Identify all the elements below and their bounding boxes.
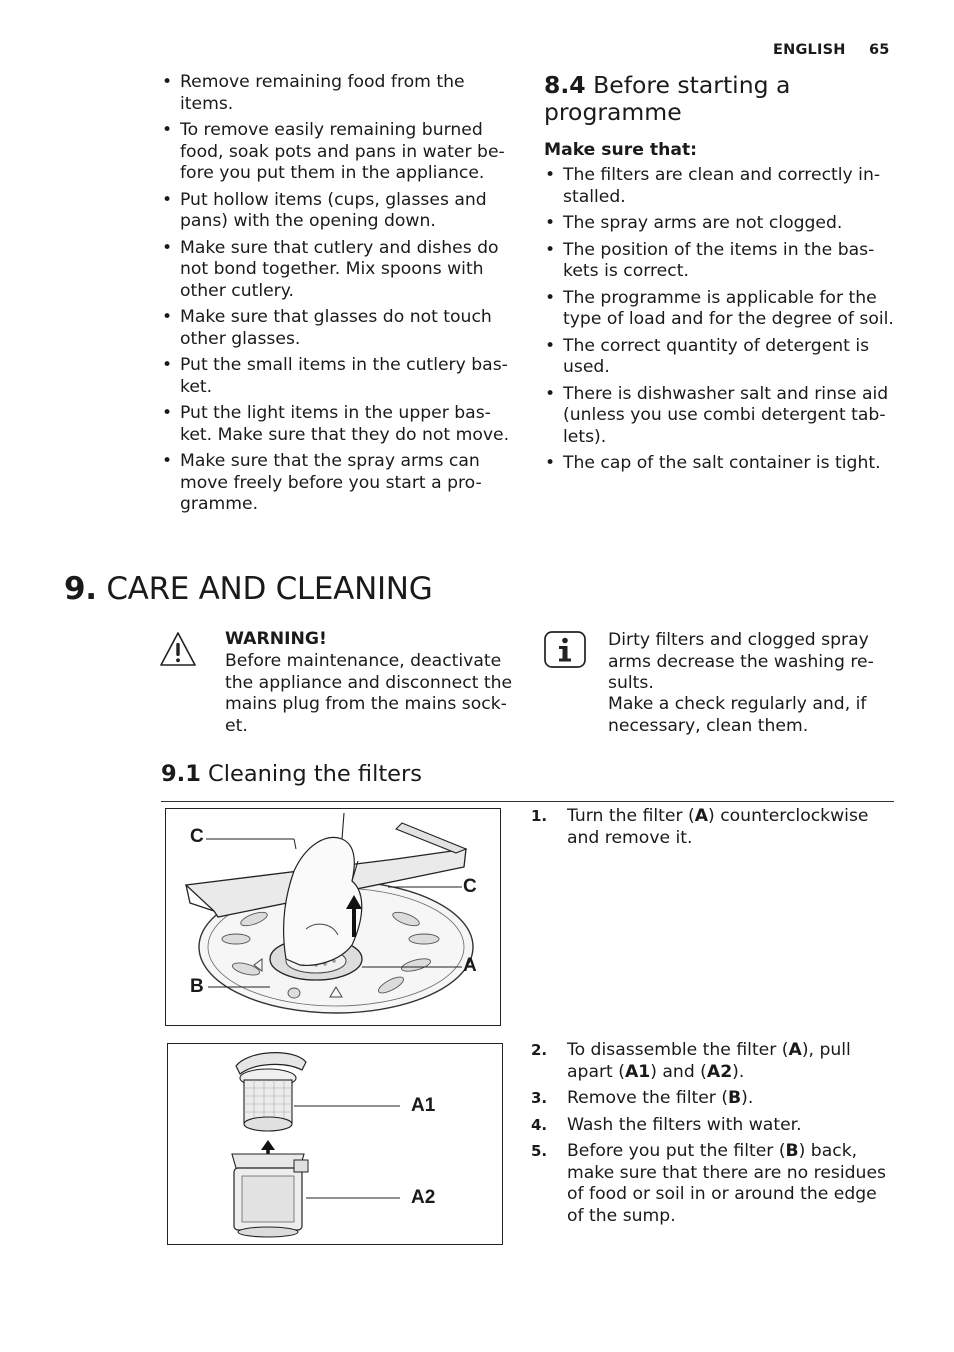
header-language: ENGLISH [773, 42, 846, 58]
step-text: Turn the filter ( [567, 806, 695, 826]
list-item: • Put the light items in the upper bas-ket. Make sure that they do not move. [160, 403, 510, 446]
step-text: Before you put the filter ( [567, 1141, 786, 1161]
step-ref: A2 [706, 1061, 733, 1082]
section-9-1-heading [161, 761, 422, 788]
chapter-title: CARE AND CLEANING [106, 571, 433, 607]
step-text: Wash the filters with water. [567, 1114, 802, 1135]
step-text: ). [741, 1088, 754, 1108]
step-text: ) counterclockwise and remove it. [567, 806, 869, 848]
step-text: Remove the filter ( [567, 1088, 729, 1108]
section-number: 9.1 [161, 761, 201, 787]
section-number: 8.4 [544, 71, 586, 99]
list-item: • The position of the items in the bas-kets is correct. [543, 240, 903, 283]
label-c-right: C [463, 876, 477, 897]
step-number: 3. [531, 1089, 548, 1107]
section-8-4-heading [544, 72, 844, 126]
filter-disassembly-figure [167, 1043, 503, 1245]
step-text: ) and ( [650, 1061, 707, 1082]
warning-title: WARNING! [225, 629, 327, 649]
step-ref: B [785, 1141, 799, 1161]
list-item: • Remove remaining food from the items. [160, 72, 510, 115]
list-item: • Make sure that the spray arms can move freely before you start a pro-gramme. [160, 451, 510, 516]
step-text: ). [732, 1061, 745, 1082]
step-ref: B [728, 1088, 742, 1108]
section-title: Before starting a programme [544, 71, 791, 126]
make-sure-label: Make sure that: [544, 140, 698, 160]
section-divider [161, 801, 894, 802]
step-number: 2. [531, 1041, 548, 1059]
list-item: • To remove easily remaining burned food, soak pots and pans in water be-fore you put them in the appliance. [160, 120, 510, 185]
step-list-2 [531, 1040, 897, 1232]
step-text: To disassemble the filter ( [567, 1040, 789, 1060]
chapter-number: 9. [64, 571, 97, 607]
loading-tips-list [160, 72, 510, 521]
filter-removal-figure [165, 808, 501, 1026]
step-ref: A [788, 1040, 802, 1060]
list-item [531, 1088, 897, 1110]
checklist [543, 165, 903, 480]
list-item [531, 806, 901, 849]
label-a: A [463, 955, 477, 976]
warning-text: Before maintenance, deactivate the appliance and disconnect the mains plug from the mains sock-et. [225, 651, 513, 736]
label-c-left: C [190, 826, 204, 847]
info-text-2: Make a check regularly and, if necessary, clean them. [608, 694, 867, 736]
list-item [531, 1040, 897, 1083]
list-item: • There is dishwasher salt and rinse aid (unless you use combi detergent tab-lets). [543, 384, 903, 449]
list-item: • The spray arms are not clogged. [543, 213, 903, 235]
section-9-heading [64, 571, 432, 607]
filter-disassembly-illustration [168, 1044, 502, 1244]
list-item: • Make sure that glasses do not touch other glasses. [160, 307, 510, 350]
list-item [531, 1141, 897, 1227]
step-number: 1. [531, 807, 548, 825]
step-number: 4. [531, 1115, 548, 1134]
step-list-1 [531, 806, 901, 854]
info-text-1: Dirty filters and clogged spray arms decrease the washing re-sults. [608, 630, 874, 693]
list-item: • Put the small items in the cutlery bas-ket. [160, 355, 510, 398]
list-item [531, 1115, 897, 1137]
step-text: ) back, make sure that there are no residues of food or soil in or around the edge of the sump. [567, 1141, 886, 1226]
label-b: B [190, 976, 204, 997]
list-item: • Put hollow items (cups, glasses and pans) with the opening down. [160, 190, 510, 233]
step-ref: A1 [624, 1061, 651, 1082]
section-title: Cleaning the filters [208, 761, 422, 787]
list-item: • The filters are clean and correctly in-stalled. [543, 165, 903, 208]
info-icon [543, 630, 587, 670]
list-item: • The programme is applicable for the type of load and for the degree of soil. [543, 288, 903, 331]
filter-removal-illustration [166, 809, 500, 1025]
page-number: 65 [869, 42, 890, 58]
step-number: 5. [531, 1142, 548, 1160]
list-item: • The correct quantity of detergent is used. [543, 336, 903, 379]
list-item: • The cap of the salt container is tight. [543, 453, 903, 475]
step-ref: A [694, 806, 709, 826]
label-a2: A2 [411, 1187, 436, 1208]
label-a1: A1 [411, 1095, 436, 1116]
list-item: • Make sure that cutlery and dishes do not bond together. Mix spoons with other cutlery. [160, 238, 510, 303]
step-text: ), pull apart ( [567, 1040, 851, 1082]
warning-triangle-icon [158, 630, 198, 668]
